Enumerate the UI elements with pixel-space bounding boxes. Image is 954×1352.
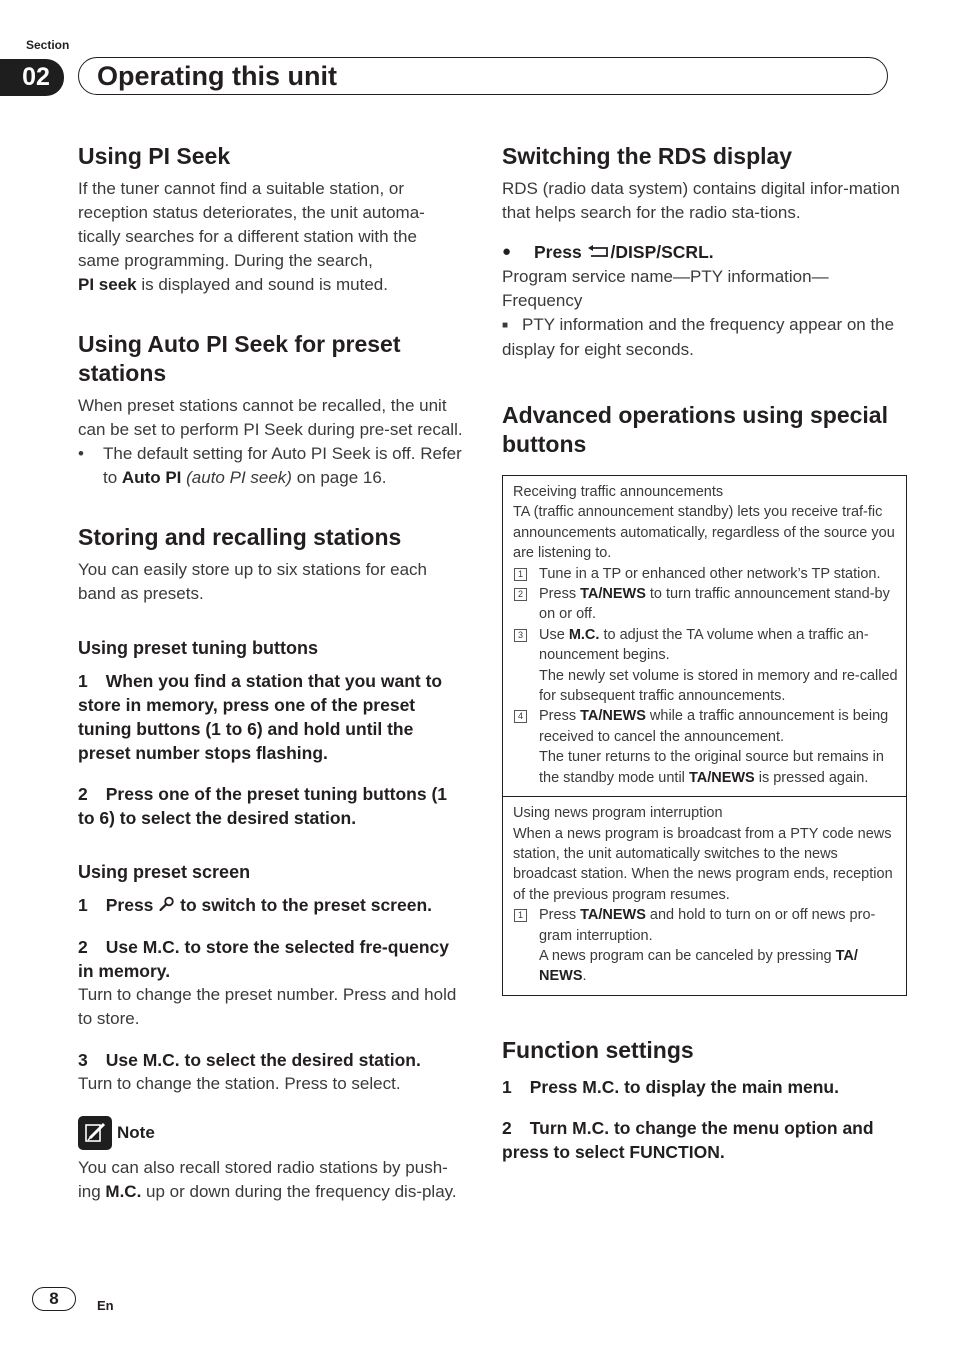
pi-seek-body: If the tuner cannot find a suitable station, or reception status deteriorates, the unit automa-tically searches for a different station with the same programming. During the search, PI seek is displayed and sound is muted.: [78, 179, 425, 294]
ta-item-1: 1 Tune in a TP or enhanced other network’s TP station.: [513, 564, 898, 584]
pi-seek-indicator: PI seek: [78, 275, 137, 294]
heading-using-pi-seek: Using PI Seek: [78, 143, 231, 169]
section-function-settings: [502, 1036, 907, 1164]
preset-screen-step-1: 1 Press to switch to the preset screen.: [78, 893, 463, 918]
preset-buttons-step-2: 2 Press one of the preset tuning buttons (1 to 6) to select the desired station.: [78, 784, 448, 828]
special-buttons-table: [502, 475, 907, 996]
news-interruption-section: [503, 796, 906, 995]
ta-item-2: 2 Press TA/NEWS to turn traffic announcement stand-by on or off.: [513, 584, 898, 625]
section-pi-seek: [78, 142, 463, 297]
ta-body: TA (traffic announcement standby) lets you receive traf-fic announcements automatically, regardless of the source you are listening to.: [513, 504, 895, 562]
note-body: You can also recall stored radio stations by push-ing M.C. up or down during the frequency dis-play.: [78, 1158, 457, 1201]
section-preset-buttons: [78, 636, 463, 830]
ta-item-3: 3 Use M.C. to adjust the TA volume when a traffic an-nouncement begins. The newly set volume is stored in memory and re-called for subsequent traffic announcements.: [513, 625, 898, 707]
section-label: Section: [26, 38, 70, 52]
news-title: Using news program interruption: [513, 805, 723, 822]
page-number: 8: [32, 1287, 76, 1311]
heading-auto-pi-seek: Using Auto PI Seek for preset stations: [78, 331, 401, 386]
preset-screen-step-3-body: Turn to change the station. Press to select.: [78, 1074, 401, 1093]
preset-buttons-step-1: 1 When you find a station that you want to store in memory, press one of the preset tuning buttons (1 to 6) and hold until the preset number stops flashing.: [78, 671, 443, 763]
function-step-1: 1 Press M.C. to display the main menu.: [502, 1076, 839, 1097]
heading-advanced-operations: Advanced operations using special buttons: [502, 402, 888, 457]
function-step-2: 2 Turn M.C. to change the menu option and press to select FUNCTION.: [502, 1117, 874, 1162]
heading-preset-buttons: Using preset tuning buttons: [78, 638, 318, 658]
auto-pi-body: When preset stations cannot be recalled, the unit can be set to perform PI Seek during pre-set recall.: [78, 396, 463, 439]
language-code: En: [97, 1298, 114, 1313]
section-storing-recalling: [78, 523, 463, 606]
news-item-1: 1 Press TA/NEWS and hold to turn on or off news pro-gram interruption. A news program can be canceled by pressing TA/ NEWS.: [513, 905, 898, 987]
bullet-dot: ●: [502, 243, 512, 260]
rds-press-instruction: ● Press /DISP/SCRL.: [502, 240, 907, 265]
rds-display-cycle: Program service name—PTY information—Frequency: [502, 267, 829, 310]
traffic-announcements-section: [503, 476, 906, 796]
rds-display-note: ■ PTY information and the frequency appear on the display for eight seconds.: [502, 315, 895, 359]
section-rds-display: [502, 142, 907, 362]
section-auto-pi-seek: [78, 330, 463, 490]
note-label: Note: [117, 1123, 155, 1142]
preset-screen-step-2-body: Turn to change the preset number. Press and hold to store.: [78, 985, 457, 1028]
section-number-badge: 02: [0, 59, 64, 96]
section-advanced-operations: [502, 401, 907, 996]
storing-body: You can easily store up to six stations for each band as presets.: [78, 560, 428, 603]
note-block: [78, 1116, 463, 1204]
heading-preset-screen: Using preset screen: [78, 862, 251, 882]
heading-rds-display: Switching the RDS display: [502, 143, 793, 169]
right-column: [502, 140, 907, 1164]
auto-pi-bullet: • The default setting for Auto PI Seek is off. Refer to Auto PI (auto PI seek) on page 16.: [78, 444, 462, 487]
preset-screen-step-2: 2 Use M.C. to store the selected fre-quency in memory.: [78, 937, 450, 981]
preset-screen-step-3: 3 Use M.C. to select the desired station.: [78, 1050, 421, 1070]
heading-function-settings: Function settings: [502, 1036, 694, 1063]
left-column: [78, 140, 463, 1204]
ta-item-4: 4 Press TA/NEWS while a traffic announcement is being received to cancel the announcement. The tuner returns to the original source but remains in the standby mode until TA/NEWS is pressed again.: [513, 706, 898, 788]
rds-body: RDS (radio data system) contains digital infor-mation that helps search for the radio sta-tions.: [502, 179, 900, 222]
search-icon: [158, 894, 175, 918]
note-pencil-icon: [78, 1116, 112, 1150]
page-title: Operating this unit: [78, 57, 888, 95]
section-preset-screen: [78, 860, 463, 1096]
heading-storing-recalling: Storing and recalling stations: [78, 524, 402, 550]
news-body: When a news program is broadcast from a PTY code news station, the unit automatically switches to the news broadcast station. When the news program ends, reception of the previous program resumes.: [513, 825, 893, 903]
ta-title: Receiving traffic announcements: [513, 484, 724, 500]
back-arrow-icon: [587, 241, 611, 265]
